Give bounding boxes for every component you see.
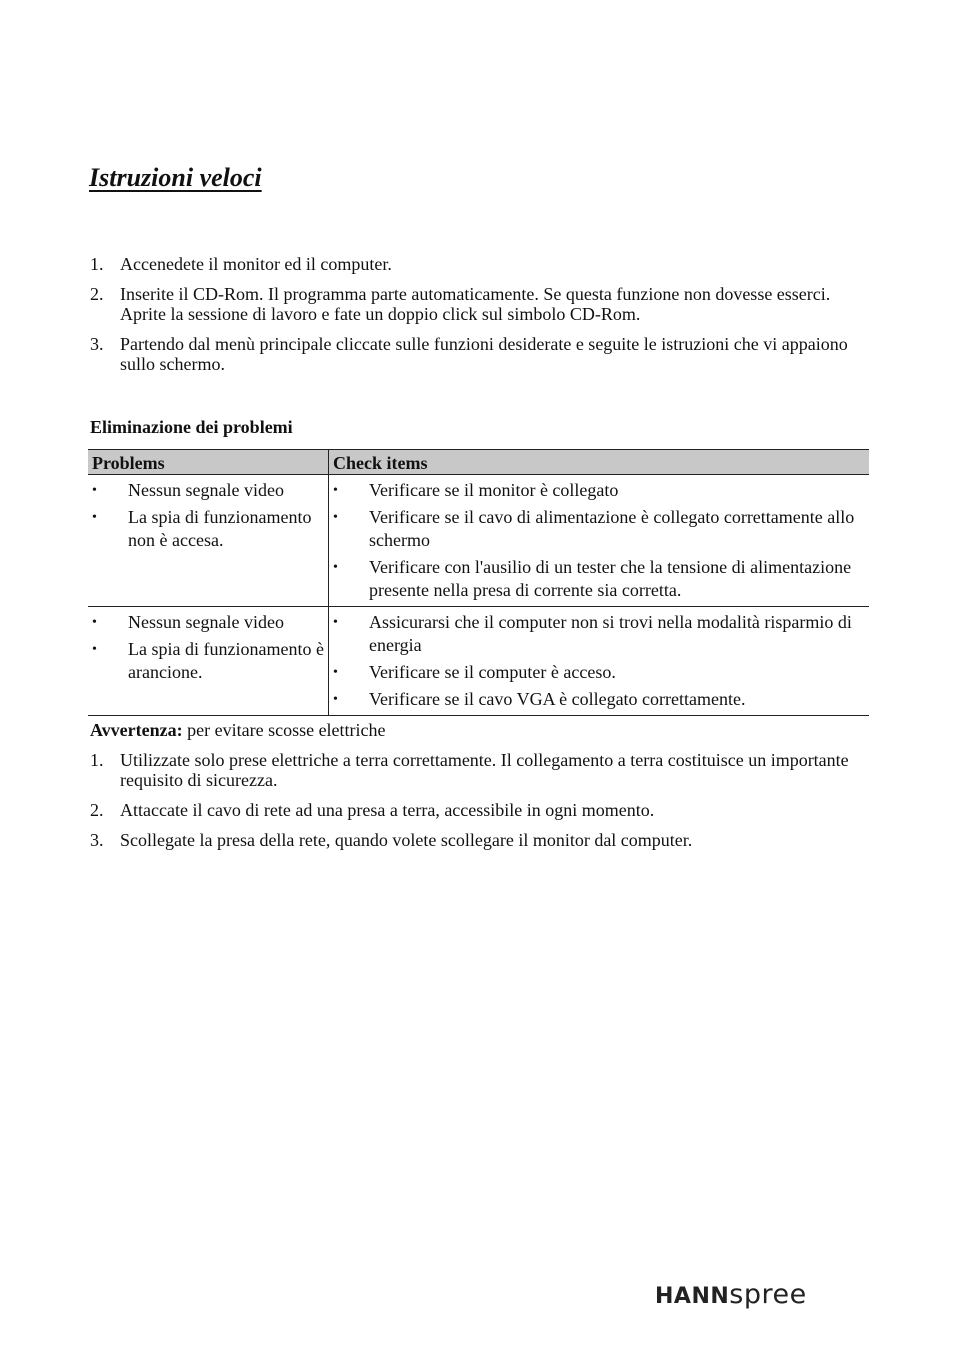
- problems-cell: [88, 607, 329, 716]
- bullet-icon: •: [92, 510, 97, 525]
- list-item: [88, 611, 324, 634]
- list-item: [329, 556, 865, 602]
- step-text: Partendo dal menù principale cliccate sulle funzioni desiderate e seguite le istruzioni che vi appaiono sullo schermo.: [120, 334, 848, 374]
- check-text: Verificare con l'ausilio di un tester che la tensione di alimentazione presente nella presa di corrente sia corretta.: [369, 557, 852, 600]
- step-number: 2.: [90, 800, 104, 820]
- warning-line: [90, 720, 386, 740]
- troubleshooting-table: [88, 449, 869, 716]
- check-text: Verificare se il cavo VGA è collegato correttamente.: [369, 689, 746, 709]
- checks-cell: [329, 475, 870, 607]
- list-item: [90, 750, 860, 790]
- bullet-icon: •: [333, 692, 338, 707]
- check-text: Verificare se il computer è acceso.: [369, 662, 616, 682]
- list-item: [88, 638, 324, 684]
- warning-label: Avvertenza:: [90, 720, 183, 740]
- bullet-icon: •: [333, 483, 338, 498]
- list-item: [90, 254, 860, 274]
- problems-cell: [88, 475, 329, 607]
- hannspree-logo: [655, 1279, 807, 1310]
- list-item: [88, 479, 324, 502]
- list-item: [90, 800, 860, 820]
- step-number: 1.: [90, 750, 104, 770]
- logo-text-light: spree: [729, 1279, 807, 1310]
- logo-text-bold: HANN: [655, 1284, 730, 1309]
- list-item: [88, 506, 324, 552]
- list-item: [329, 506, 865, 552]
- list-item: [90, 334, 860, 374]
- bullet-icon: •: [92, 642, 97, 657]
- bullet-icon: •: [333, 510, 338, 525]
- bullet-icon: •: [333, 615, 338, 630]
- step-text: Accenedete il monitor ed il computer.: [120, 254, 392, 274]
- quick-steps-list: [90, 254, 860, 384]
- table-header-row: [88, 450, 869, 475]
- step-text: Utilizzate solo prese elettriche a terra correttamente. Il collegamento a terra costituisce un importante requisito di sicurezza.: [120, 750, 849, 790]
- list-item: [90, 284, 860, 324]
- step-text: Inserite il CD-Rom. Il programma parte automaticamente. Se questa funzione non dovesse esserci. Aprite la sessione di lavoro e fate un doppio click sul simbolo CD-Rom.: [120, 284, 831, 324]
- step-number: 3.: [90, 830, 104, 850]
- bullet-icon: •: [92, 483, 97, 498]
- warning-steps-list: [90, 750, 860, 860]
- check-text: Assicurarsi che il computer non si trovi nella modalità risparmio di energia: [369, 612, 852, 655]
- step-number: 1.: [90, 254, 104, 274]
- bullet-icon: •: [333, 665, 338, 680]
- problem-text: La spia di funzionamento non è accesa.: [128, 507, 312, 550]
- table-row: [88, 475, 869, 607]
- step-number: 2.: [90, 284, 104, 304]
- bullet-icon: •: [333, 560, 338, 575]
- page-title: Istruzioni veloci: [89, 163, 262, 192]
- step-text: Scollegate la presa della rete, quando volete scollegare il monitor dal computer.: [120, 830, 693, 850]
- problem-text: La spia di funzionamento è arancione.: [128, 639, 324, 682]
- column-header-check-items: Check items: [329, 450, 870, 475]
- step-text: Attaccate il cavo di rete ad una presa a terra, accessibile in ogni momento.: [120, 800, 655, 820]
- checks-cell: [329, 607, 870, 716]
- step-number: 3.: [90, 334, 104, 354]
- table-row: [88, 607, 869, 716]
- list-item: [329, 688, 865, 711]
- problem-text: Nessun segnale video: [128, 480, 284, 500]
- warning-text: per evitare scosse elettriche: [182, 720, 386, 740]
- check-text: Verificare se il cavo di alimentazione è collegato correttamente allo schermo: [369, 507, 855, 550]
- troubleshooting-heading: Eliminazione dei problemi: [90, 417, 293, 437]
- column-header-problems: Problems: [88, 450, 329, 475]
- list-item: [329, 479, 865, 502]
- list-item: [90, 830, 860, 850]
- check-text: Verificare se il monitor è collegato: [369, 480, 619, 500]
- list-item: [329, 611, 865, 657]
- list-item: [329, 661, 865, 684]
- bullet-icon: •: [92, 615, 97, 630]
- problem-text: Nessun segnale video: [128, 612, 284, 632]
